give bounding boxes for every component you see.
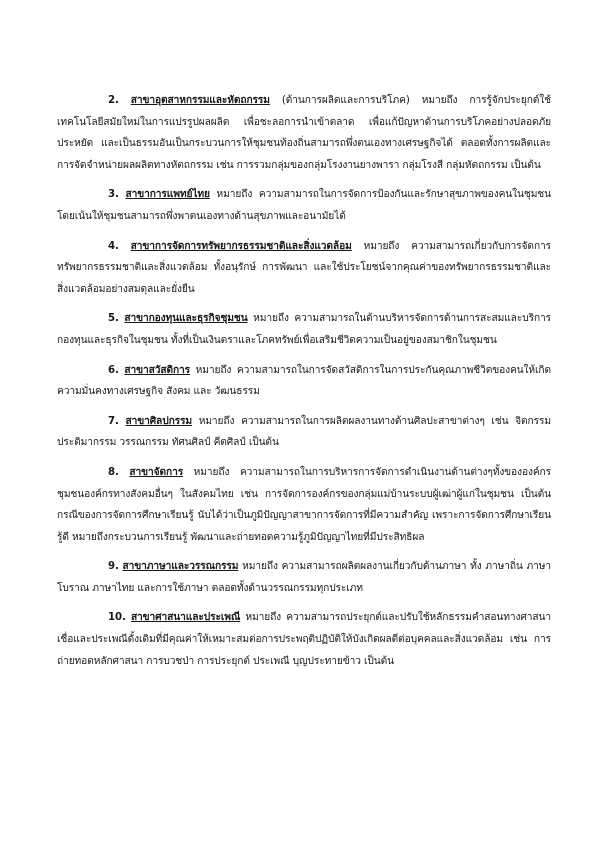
paragraph-text: หมายถึง ความสามารถในด้านบริหารจัดการด้านการสะสมและบริการกองทุนและธุรกิจในชุมชน ทั้งที่เป็นเงินตราและโภคทรัพย์เพื่อเสริมชีวิตความเป็นอยู่ของสมาชิกในชุมชน (57, 313, 551, 346)
paragraph-community-fund (57, 308, 551, 351)
paragraph-text: หมายถึง ความสามารถผลิตผลงานเกี่ยวกับด้านภาษา ทั้ง ภาษาถิ่น ภาษาโบราณ ภาษาไทย และการใช้ภาษา ตลอดทั้งด้านวรรณกรรมทุกประเภท (57, 561, 552, 594)
paragraph-title: สาขากองทุนและธุรกิจชุมชน (124, 313, 248, 325)
paragraph-number: 6. (108, 364, 119, 376)
paragraph-number: 9. (108, 561, 119, 573)
paragraph-title: สาขาศาสนาและประเพณี (130, 612, 241, 624)
paragraph-title: สาขาสวัสดิการ (124, 364, 191, 376)
paragraph-number: 8. (108, 466, 119, 478)
paragraph-text: (ด้านการผลิตและการบริโภค) หมายถึง การรู้จักประยุกต์ใช้เทคโนโลยีสมัยใหม่ในการแปรรูปผลผลิต เพื่อชะลอการนำเข้าตลาด เพื่อแก้ปัญหาด้านการบริโภคอย่างปลอดภัยประหยัด และเป็นธรรมอันเป็นกระบวนการให้ชุมชนท้องถิ่นสามารถพึ่งตนเองทางเศรษฐกิจได้ ตลอดทั้งการผลิตและการจัดจำหน่ายผลผลิตทางหัตถกรรม เช่น การรวมกลุ่มของกลุ่มโรงงานยางพารา กลุ่มโรงสี กลุ่มหัตถกรรม เป็นต้น (57, 95, 551, 171)
paragraph-thai-medicine (57, 184, 551, 227)
paragraph-number: 10. (108, 612, 126, 624)
paragraph-title: สาขาภาษาและวรรณกรรม (122, 561, 239, 573)
paragraph-title: สาขาการจัดการทรัพยากรธรรมชาติและสิ่งแวดล้อม (130, 240, 352, 252)
paragraph-natural-resources (57, 236, 551, 301)
paragraph-title: สาขาการแพทย์ไทย (125, 189, 210, 201)
paragraph-number: 7. (108, 415, 119, 427)
paragraph-management (57, 462, 551, 548)
paragraph-number: 3. (108, 189, 119, 201)
paragraph-text: หมายถึง ความสามารถในการผลิตผลงานทางด้านศิลปะสาขาต่างๆ เช่น จิตกรรมประติมากรรม วรรณกรรม ทัศนศิลป์ คีตศิลป์ เป็นต้น (57, 415, 551, 449)
paragraph-text: หมายถึง ความสามารถในการจัดสวัสดิการในการประกันคุณภาพชีวิตของคนให้เกิดความมั่นคงทางเศรษฐกิจ สังคม และ วัฒนธรรม (57, 364, 552, 398)
paragraph-religion-tradition (57, 607, 551, 672)
paragraph-title: สาขาอุตสาหกรรมและหัตถกรรม (130, 95, 270, 106)
paragraph-title: สาขาศิลปกรรม (125, 415, 192, 427)
paragraph-text: หมายถึง ความสามารถเกี่ยวกับการจัดการทรัพยากรธรรมชาติและสิ่งแวดล้อม ทั้งอนุรักษ์ การพัฒนา และใช้ประโยชน์จากคุณค่าของทรัพยากรธรรมชาติและสิ่งแวดล้อมอย่างสมดุลและยั่งยืน (57, 240, 551, 295)
document-body (57, 90, 551, 680)
paragraph-title: สาขาจัดการ (129, 466, 184, 478)
paragraph-fine-arts (57, 411, 551, 454)
paragraph-industry-handicraft (57, 90, 551, 176)
paragraph-text: หมายถึง ความสามารถในการจัดการป้องกันและรักษาสุขภาพของคนในชุมชน โดยเน้นให้ชุมชนสามารถพึ่งพาตนเองทางด้านสุขภาพและอนามัยได้ (57, 189, 551, 222)
paragraph-text: หมายถึง ความสามารถประยุกต์และปรับใช้หลักธรรมคำสอนทางศาสนาเชื่อและประเพณีดั้งเดิมที่มีคุณค่าให้เหมาะสมต่อการประพฤติปฏิบัติให้บังเกิดผลดีต่อบุคคลและสิ่งแวดล้อม เช่น การถ่ายทอดหลักศาสนา การบวชป่า การประยุกต์ ประเพณี บุญประทายข้าว เป็นต้น (57, 612, 551, 667)
paragraph-number: 5. (108, 313, 119, 325)
paragraph-number: 4. (108, 240, 119, 252)
paragraph-welfare (57, 360, 551, 403)
paragraph-text: หมายถึง ความสามารถในการบริหารการจัดการดำเนินงานด้านต่างๆทั้งขององค์กรชุมชนองค์กรทางสังคมอื่นๆ ในสังคมไทย เช่น การจัดการองค์กรของกลุ่มแม่บ้านระบบผู้เฒ่าผู้แก่ในชุมชน เป็นต้น กรณีของการจัดการศึกษาเรียนรู้ นับได้ว่าเป็นภูมิปัญญาสาขาการจัดการที่มีความสำคัญ เพราะการจัดการศึกษาเรียนรู้ดี หมายถึงกระบวนการเรียนรู้ พัฒนาและถ่ายทอดความรู้ภูมิปัญญาไทยที่มีประสิทธิผล (57, 466, 551, 543)
paragraph-number: 2. (108, 95, 119, 106)
paragraph-language-literature (57, 556, 551, 599)
